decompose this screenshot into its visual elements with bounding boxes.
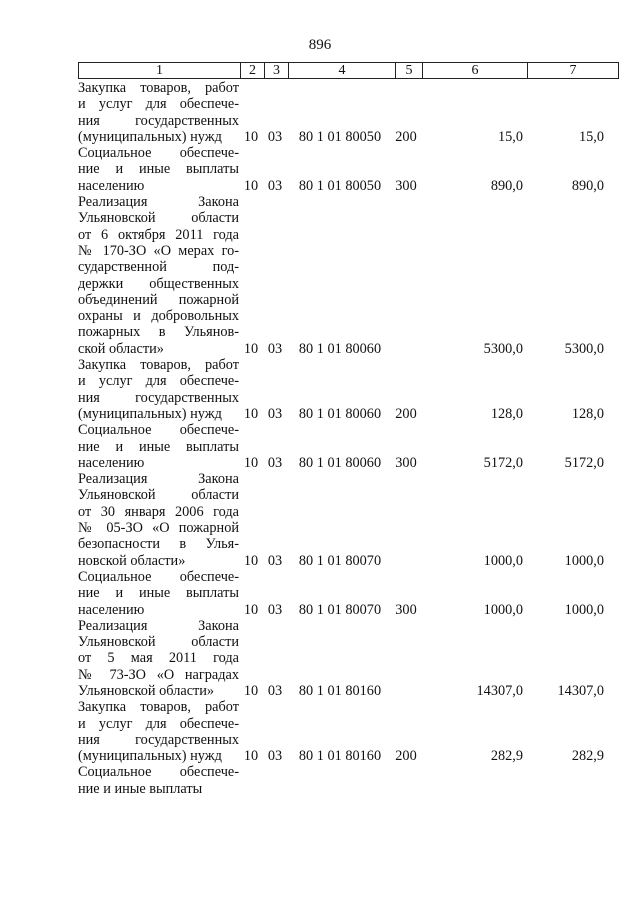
row-description	[78, 569, 239, 618]
header-col-5: 5	[396, 63, 423, 79]
table-row	[78, 471, 618, 569]
description-line: ния государственных	[78, 389, 239, 406]
amount-col-6: 1000,0	[483, 601, 523, 618]
section-code: 10	[243, 552, 259, 569]
description-line: населению	[78, 177, 145, 194]
subsection-code: 03	[267, 682, 283, 699]
target-article-code: 80 1 01 80060	[298, 405, 382, 422]
expense-type-code: 200	[395, 405, 417, 422]
description-line: (муниципальных) нужд	[78, 405, 222, 422]
table-row	[78, 194, 618, 357]
target-article-code: 80 1 01 80160	[298, 748, 382, 765]
target-article-code: 80 1 01 80070	[298, 552, 382, 569]
row-description	[78, 194, 239, 357]
description-line: (муниципальных) нужд	[78, 128, 222, 145]
amount-col-6: 5172,0	[483, 454, 523, 471]
header-col-7: 7	[528, 63, 619, 79]
description-line: от 6 октября 2011 года	[78, 226, 239, 243]
table-row	[78, 145, 618, 194]
target-article-code: 80 1 01 80060	[298, 454, 382, 471]
row-description	[78, 422, 239, 471]
amount-col-7: 5172,0	[564, 454, 604, 471]
description-line: (муниципальных) нужд	[78, 748, 222, 765]
subsection-code: 03	[267, 405, 283, 422]
description-line: и услуг для обеспече-	[78, 373, 239, 390]
amount-col-7: 890,0	[571, 177, 604, 194]
section-code: 10	[243, 748, 259, 765]
amount-col-6: 14307,0	[476, 682, 523, 699]
subsection-code: 03	[267, 601, 283, 618]
section-code: 10	[243, 601, 259, 618]
description-line: населению	[78, 454, 145, 471]
subsection-code: 03	[267, 128, 283, 145]
description-line: и услуг для обеспече-	[78, 715, 239, 732]
amount-col-7: 14307,0	[557, 682, 604, 699]
description-line: ние и иные выплаты	[78, 161, 239, 178]
table-row	[78, 699, 618, 764]
section-code: 10	[243, 128, 259, 145]
description-line: новской области»	[78, 552, 186, 569]
description-line: Ульяновской области	[78, 210, 239, 227]
description-line: объединений пожарной	[78, 291, 239, 308]
amount-col-7: 282,9	[571, 748, 604, 765]
table-row	[78, 569, 618, 618]
description-line: Закупка товаров, работ	[78, 699, 239, 716]
description-line: Реализация Закона	[78, 194, 239, 211]
page-number: 896	[308, 37, 332, 53]
description-line: № 170-ЗО «О мерах го-	[78, 242, 239, 259]
header-col-4: 4	[289, 63, 396, 79]
amount-col-7: 128,0	[571, 405, 604, 422]
row-description	[78, 764, 239, 797]
expense-type-code: 200	[395, 128, 417, 145]
section-code: 10	[243, 454, 259, 471]
description-line: ния государственных	[78, 112, 239, 129]
target-article-code: 80 1 01 80050	[298, 128, 382, 145]
description-line: ние и иные выплаты	[78, 438, 239, 455]
row-description	[78, 80, 239, 145]
row-description	[78, 471, 239, 569]
description-line: Социальное обеспече-	[78, 568, 239, 585]
section-code: 10	[243, 405, 259, 422]
table-row	[78, 357, 618, 422]
expense-type-code: 300	[395, 601, 417, 618]
header-col-3: 3	[265, 63, 289, 79]
row-description	[78, 145, 239, 194]
amount-col-7: 15,0	[578, 128, 604, 145]
section-code: 10	[243, 177, 259, 194]
amount-col-7: 5300,0	[564, 340, 604, 357]
section-code: 10	[243, 682, 259, 699]
expense-type-code: 300	[395, 177, 417, 194]
budget-table-body	[78, 80, 618, 797]
description-line: Социальное обеспече-	[78, 145, 239, 162]
subsection-code: 03	[267, 552, 283, 569]
subsection-code: 03	[267, 340, 283, 357]
amount-col-6: 282,9	[490, 748, 523, 765]
description-line: ния государственных	[78, 731, 239, 748]
description-line: Ульяновской области	[78, 487, 239, 504]
subsection-code: 03	[267, 748, 283, 765]
table-row	[78, 618, 618, 699]
row-description	[78, 618, 239, 699]
description-line: безопасности в Улья-	[78, 536, 239, 553]
description-line: № 05-ЗО «О пожарной	[78, 520, 239, 537]
subsection-code: 03	[267, 177, 283, 194]
description-line: Социальное обеспече-	[78, 422, 239, 439]
target-article-code: 80 1 01 80060	[298, 340, 382, 357]
column-header-row	[78, 62, 619, 79]
expense-type-code: 300	[395, 454, 417, 471]
amount-col-7: 1000,0	[564, 552, 604, 569]
description-line: ние и иные выплаты	[78, 585, 239, 602]
table-row	[78, 764, 618, 797]
description-line: № 73-ЗО «О наградах	[78, 666, 239, 683]
description-line: ской области»	[78, 340, 164, 357]
description-line: пожарных в Ульянов-	[78, 324, 239, 341]
description-line: сударственной под-	[78, 259, 239, 276]
amount-col-6: 1000,0	[483, 552, 523, 569]
description-line: Закупка товаров, работ	[78, 80, 239, 96]
amount-col-6: 5300,0	[483, 340, 523, 357]
description-line: Реализация Закона	[78, 471, 239, 488]
amount-col-6: 15,0	[497, 128, 523, 145]
description-line: и услуг для обеспече-	[78, 96, 239, 113]
row-description	[78, 699, 239, 764]
target-article-code: 80 1 01 80050	[298, 177, 382, 194]
description-line: Закупка товаров, работ	[78, 357, 239, 374]
table-row	[78, 80, 618, 145]
description-line: ние и иные выплаты	[78, 780, 203, 797]
description-line: от 5 мая 2011 года	[78, 650, 239, 667]
header-col-1: 1	[79, 63, 241, 79]
header-col-6: 6	[423, 63, 528, 79]
header-col-2: 2	[241, 63, 265, 79]
amount-col-6: 890,0	[490, 177, 523, 194]
target-article-code: 80 1 01 80070	[298, 601, 382, 618]
description-line: держки общественных	[78, 275, 239, 292]
section-code: 10	[243, 340, 259, 357]
description-line: Социальное обеспече-	[78, 764, 239, 781]
description-line: охраны и добровольных	[78, 308, 239, 325]
row-description	[78, 357, 239, 422]
description-line: населению	[78, 601, 145, 618]
description-line: от 30 января 2006 года	[78, 503, 239, 520]
subsection-code: 03	[267, 454, 283, 471]
description-line: Ульяновской области»	[78, 682, 215, 699]
expense-type-code: 200	[395, 748, 417, 765]
description-line: Реализация Закона	[78, 617, 239, 634]
target-article-code: 80 1 01 80160	[298, 682, 382, 699]
description-line: Ульяновской области	[78, 634, 239, 651]
amount-col-6: 128,0	[490, 405, 523, 422]
amount-col-7: 1000,0	[564, 601, 604, 618]
table-row	[78, 422, 618, 471]
